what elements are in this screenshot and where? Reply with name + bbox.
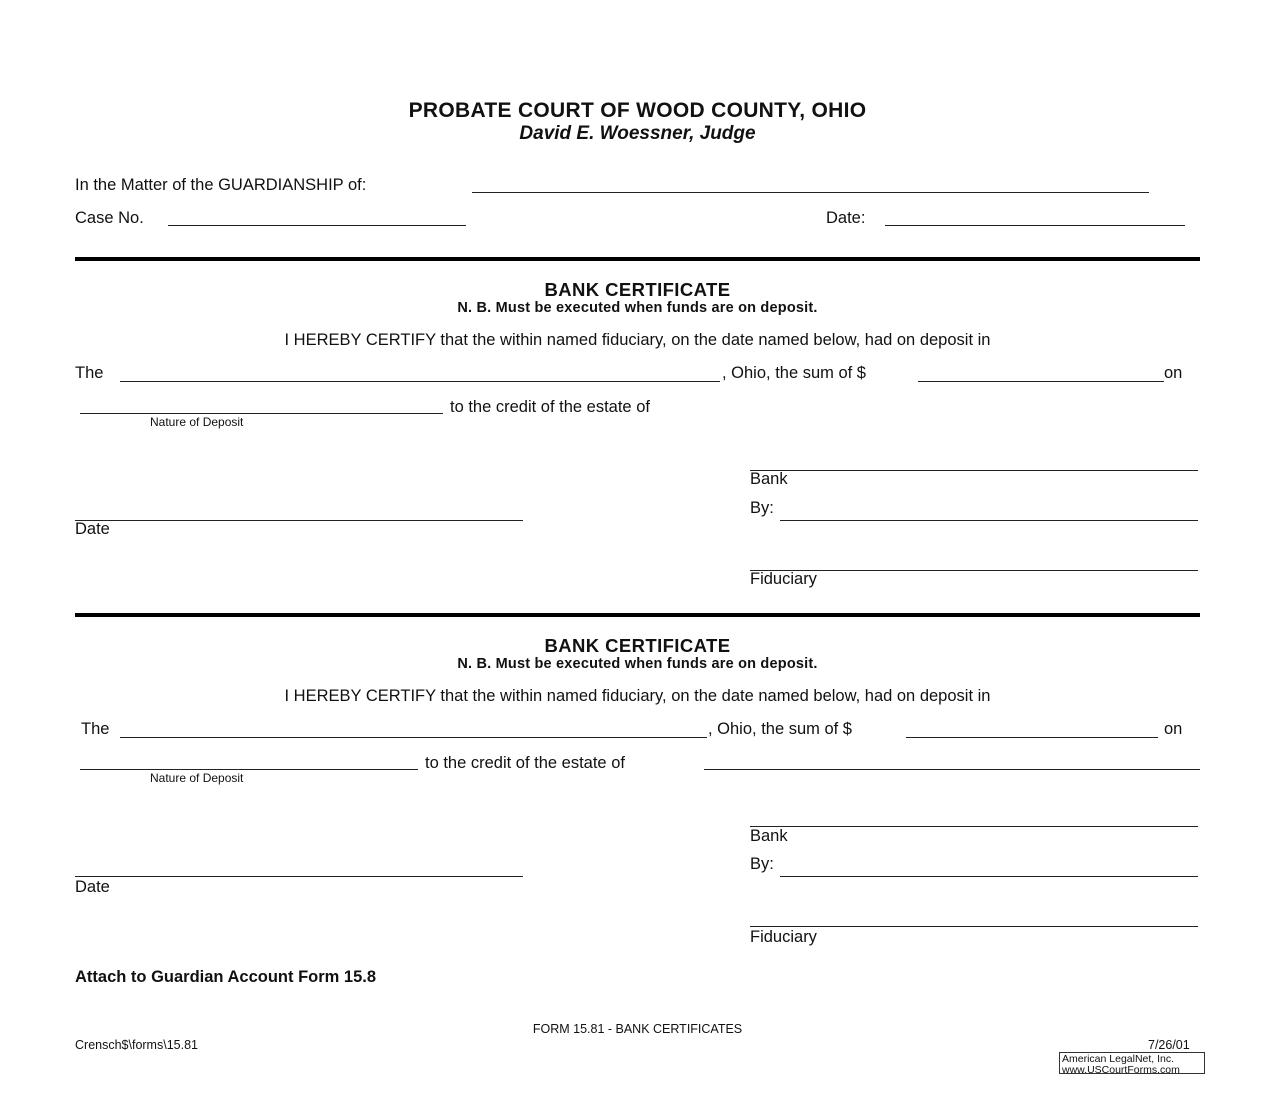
certificate-2-fiduciary-field[interactable] — [750, 926, 1198, 927]
certificate-2-bank-location-field[interactable] — [120, 737, 707, 738]
certificate-2-by-label: By: — [750, 855, 774, 873]
case-number-field[interactable] — [168, 225, 466, 226]
publisher-name: American LegalNet, Inc. — [1062, 1053, 1175, 1065]
certificate-1-note: N. B. Must be executed when funds are on deposit. — [457, 300, 818, 316]
certificate-1-date-field[interactable] — [75, 520, 523, 521]
certificate-1-nature-caption: Nature of Deposit — [150, 415, 244, 429]
matter-date-label: Date: — [826, 209, 866, 227]
certificate-1-ohio-sum-label: , Ohio, the sum of $ — [722, 364, 866, 382]
guardianship-name-field[interactable] — [472, 192, 1149, 193]
court-title: PROBATE COURT OF WOOD COUNTY, OHIO — [408, 99, 867, 122]
certificate-1-sum-field[interactable] — [918, 381, 1164, 382]
publisher-badge — [1059, 1052, 1205, 1074]
certificate-2-the-label: The — [81, 720, 110, 738]
certificate-2-certify-text: I HEREBY CERTIFY that the within named fiduciary, on the date named below, had on deposit in — [284, 687, 991, 705]
certificate-2-on-label: on — [1164, 720, 1183, 738]
certificate-1-fiduciary-field[interactable] — [750, 570, 1198, 571]
judge-name: David E. Woessner, Judge — [519, 123, 756, 144]
certificate-2-ohio-sum-label: , Ohio, the sum of $ — [708, 720, 852, 738]
certificate-1-by-field[interactable] — [780, 520, 1198, 521]
certificate-2-bank-field[interactable] — [750, 826, 1198, 827]
certificate-1-credit-label: to the credit of the estate of — [450, 398, 650, 416]
section-divider-1 — [75, 257, 1200, 261]
certificate-1-nature-field[interactable] — [80, 413, 443, 414]
section-divider-2 — [75, 613, 1200, 617]
certificate-1-bank-location-field[interactable] — [120, 381, 720, 382]
attach-note: Attach to Guardian Account Form 15.8 — [75, 968, 377, 986]
certificate-2-date-label: Date — [75, 878, 110, 896]
certificate-2-credit-label: to the credit of the estate of — [425, 754, 625, 772]
certificate-2-estate-field[interactable] — [704, 769, 1200, 770]
certificate-2-bank-label: Bank — [750, 827, 788, 845]
certificate-2-sum-field[interactable] — [906, 737, 1158, 738]
certificate-1-on-label: on — [1164, 364, 1183, 382]
certificate-2-nature-field[interactable] — [80, 769, 418, 770]
certificate-2-note: N. B. Must be executed when funds are on deposit. — [457, 656, 818, 672]
certificate-1-certify-text: I HEREBY CERTIFY that the within named fiduciary, on the date named below, had on deposit in — [284, 331, 991, 349]
certificate-1-by-label: By: — [750, 499, 774, 517]
certificate-2-date-field[interactable] — [75, 876, 523, 877]
case-number-label: Case No. — [75, 209, 144, 227]
certificate-2-fiduciary-label: Fiduciary — [750, 928, 817, 946]
certificate-2-title: BANK CERTIFICATE — [544, 635, 731, 656]
certificate-1-title: BANK CERTIFICATE — [544, 279, 731, 300]
certificate-1-date-label: Date — [75, 520, 110, 538]
certificate-1-fiduciary-label: Fiduciary — [750, 570, 817, 588]
revision-date: 7/26/01 — [1148, 1038, 1190, 1052]
publisher-url: www.USCourtForms.com — [1062, 1063, 1180, 1076]
certificate-1-bank-field[interactable] — [750, 470, 1198, 471]
certificate-2-nature-caption: Nature of Deposit — [150, 771, 244, 785]
certificate-1-the-label: The — [75, 364, 104, 382]
certificate-2-by-field[interactable] — [780, 876, 1198, 877]
matter-date-field[interactable] — [885, 225, 1185, 226]
certificate-1-bank-label: Bank — [750, 470, 788, 488]
form-title-footer: FORM 15.81 - BANK CERTIFICATES — [532, 1022, 743, 1036]
guardianship-label: In the Matter of the GUARDIANSHIP of: — [75, 176, 367, 194]
form-path: Crensch$\forms\15.81 — [75, 1038, 198, 1052]
